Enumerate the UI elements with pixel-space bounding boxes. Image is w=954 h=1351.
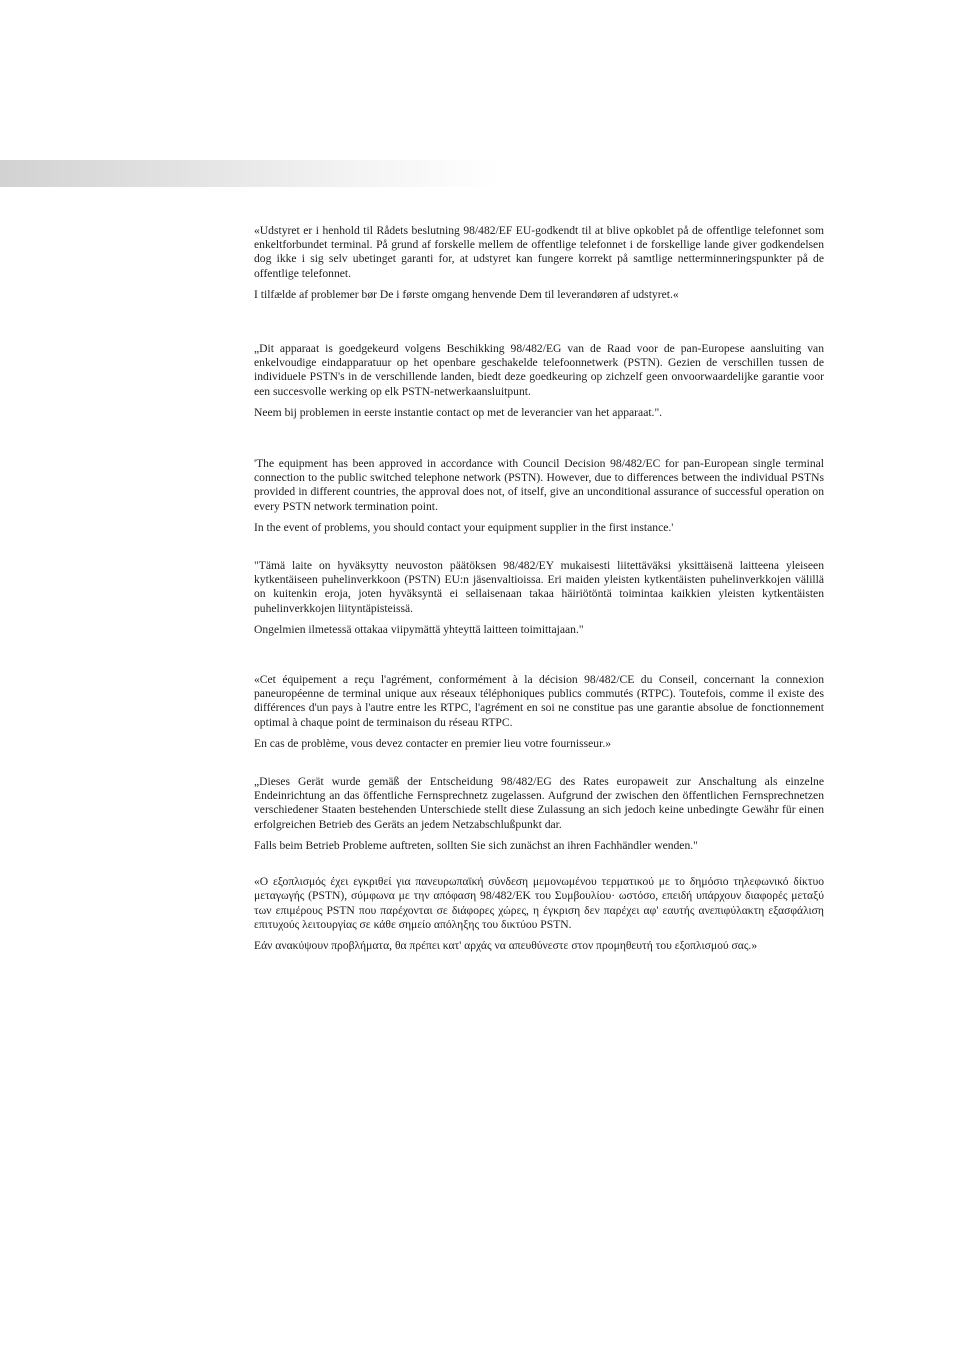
declaration-dutch — [254, 342, 824, 420]
declaration-greek — [254, 875, 824, 953]
declaration-finnish — [254, 559, 824, 637]
declaration-text-column — [254, 224, 824, 953]
declaration-finnish-statement: "Tämä laite on hyväksytty neuvoston päätöksen 98/482/EY mukaisesti liitettäväksi yksittäisenä laitteena yleiseen kytkentäiseen puhelinverkkoon (PSTN) EU:n jäsenvaltioissa. Eri maiden yleisten kytkentäisten puhelinverkkojen välillä on kuitenkin eroja, joten hyväksyntä ei sellaisenaan takaa häiriötöntä toimintaa kaikkien yleisten kytkentäisten puhelinverkkojen liityntäpisteissä. — [254, 559, 824, 615]
declaration-finnish-contact: Ongelmien ilmetessä ottakaa viipymättä yhteyttä laitteen toimittajaan." — [254, 622, 584, 636]
declaration-french-statement: «Cet équipement a reçu l'agrément, conformément à la décision 98/482/CE du Conseil, concernant la connexion paneuropéenne de terminal unique aux réseaux téléphoniques publics commutés (RTPC). Toutefois, comme il existe des différences d'un pays à l'autre entre les RTPC, l'agrément en soi ne constitue pas une garantie absolue de fonctionnement optimal à chaque point de terminaison du réseau RTPC. — [254, 673, 824, 729]
declaration-english-contact: In the event of problems, you should contact your equipment supplier in the first instance.' — [254, 520, 674, 534]
declaration-dutch-contact: Neem bij problemen in eerste instantie contact op met de leverancier van het apparaat.". — [254, 405, 663, 419]
declaration-danish-contact: I tilfælde af problemer bør De i første omgang henvende Dem til leverandøren af udstyret.« — [254, 287, 679, 301]
declaration-dutch-statement: „Dit apparaat is goedgekeurd volgens Beschikking 98/482/EG van de Raad voor de pan-Europese aansluiting van enkelvoudige eindapparatuur op het openbare geschakelde telefoonnetwerk (PSTN). Gezien de verschillen tussen de individuele PSTN's in de verschillende landen, biedt deze goedkeuring op zichzelf geen onvoorwaardelijke garantie voor een succesvolle werking op elk PSTN-netwerkaansluitpunt. — [254, 342, 824, 398]
declaration-german — [254, 775, 824, 853]
declaration-danish-statement: «Udstyret er i henhold til Rådets beslutning 98/482/EF EU-godkendt til at blive opkoblet på de offentlige telefonnet som enkeltforbundet terminal. På grund af forskelle mellem de offentlige telefonnet i de forskellige lande giver godkendelsen dog ikke i sig selv ubetinget garanti for, at udstyret kan fungere korrekt på samtlige netterminneringspunkter på de offentlige telefonnet. — [254, 224, 824, 280]
declaration-french-contact: En cas de problème, vous devez contacter en premier lieu votre fournisseur.» — [254, 736, 612, 750]
declaration-french — [254, 673, 824, 751]
declaration-greek-contact: Εάν ανακύψουν προβλήματα, θα πρέπει κατ' αρχάς να απευθύνεστε στον προμηθευτή του εξοπλισμού σας.» — [254, 938, 758, 952]
declaration-german-contact: Falls beim Betrieb Probleme auftreten, sollten Sie sich zunächst an ihren Fachhändler wenden." — [254, 838, 698, 852]
declaration-english — [254, 457, 824, 535]
header-gradient-bar — [0, 160, 500, 187]
declaration-english-statement: 'The equipment has been approved in accordance with Council Decision 98/482/EC for pan-European single terminal connection to the public switched telephone network (PSTN). However, due to differences between the individual PSTNs provided in different countries, the approval does not, of itself, give an unconditional assurance of successful operation on every PSTN network termination point. — [254, 457, 824, 513]
declaration-greek-statement: «Ο εξοπλισμός έχει εγκριθεί για πανευρωπαϊκή σύνδεση μεμονωμένου τερματικού με το δημόσιο τηλεφωνικό δίκτυο μεταγωγής (PSTN), σύμφωνα με την απόφαση 98/482/ΕΚ του Συμβουλίου· ωστόσο, επειδή υπάρχουν διαφορές μεταξύ των επιμέρους PSTN που παρέχονται σε διάφορες χώρες, η έγκριση δεν παρέχει αφ' εαυτής ανεπιφύλακτη εξασφάλιση επιτυχούς λειτουργίας σε κάθε σημείο απόληξης του δικτύου PSTN. — [254, 875, 824, 931]
declaration-german-statement: „Dieses Gerät wurde gemäß der Entscheidung 98/482/EG des Rates europaweit zur Anschaltung als einzelne Endeinrichtung an das öffentliche Fernsprechnetz zugelassen. Aufgrund der zwischen den öffentlichen Fernsprechnetzen verschiedener Staaten bestehenden Unterschiede stellt diese Zulassung an sich jedoch keine unbedingte Gewähr für einen erfolgreichen Betrieb des Geräts an jedem Netzabschlußpunkt dar. — [254, 775, 824, 831]
declaration-danish — [254, 224, 824, 302]
